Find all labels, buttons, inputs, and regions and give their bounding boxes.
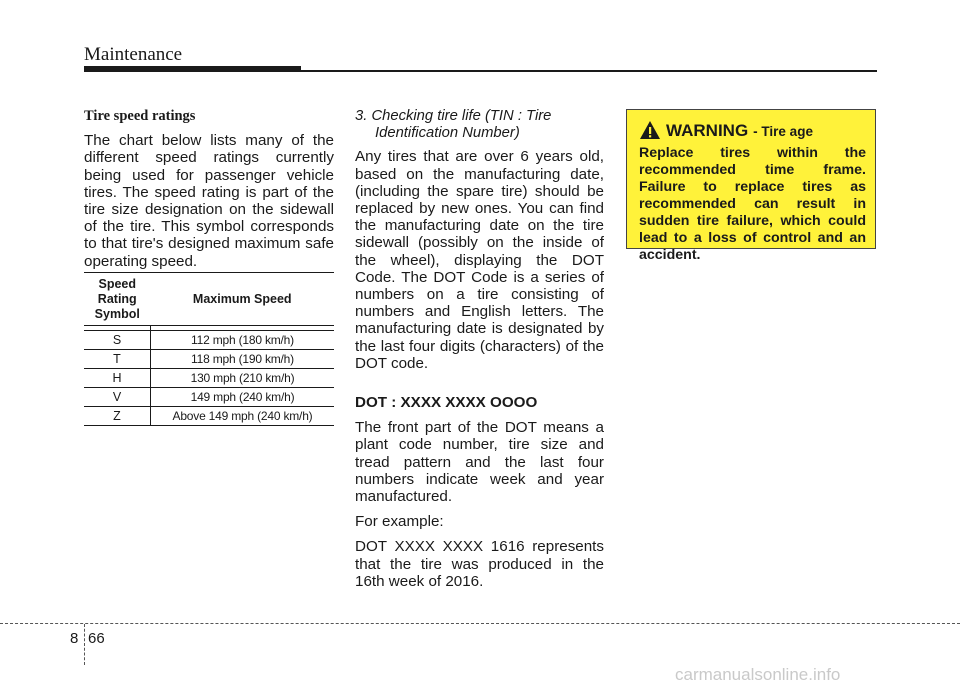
- speed-cell: 118 mph (190 km/h): [151, 350, 335, 369]
- symbol-cell: H: [84, 369, 151, 388]
- table-row: [84, 369, 334, 388]
- symbol-cell: Z: [84, 407, 151, 426]
- page-header-title: Maintenance: [84, 44, 183, 65]
- speed-cell: 112 mph (180 km/h): [151, 331, 335, 350]
- symbol-cell: T: [84, 350, 151, 369]
- speed-cell: 130 mph (210 km/h): [151, 369, 335, 388]
- speed-rating-table: [84, 272, 334, 426]
- table-header-symbol: Speed Rating Symbol: [84, 273, 151, 326]
- tire-life-paragraph: Any tires that are over 6 years old, based on the manufacturing date, (including the spare tire) should be replaced by new ones. You can find the manufacturing date on the tire sidewall (possibly on the inside of the wheel), displaying the DOT Code. The DOT Code is a series of numbers on a tire consisting of numbers and English letters. The manufacturing date is designated by the last four digits (characters) of the DOT code.: [355, 148, 604, 372]
- warning-triangle-icon: [639, 120, 661, 140]
- table-row: [84, 407, 334, 426]
- example-paragraph: DOT XXXX XXXX 1616 represents that the tire was produced in the 16th week of 2016.: [355, 538, 604, 590]
- dot-explanation-paragraph: The front part of the DOT means a plant code number, tire size and tread pattern and the last four numbers indicate week and year manufactured.: [355, 419, 604, 506]
- table-row: [84, 331, 334, 350]
- footer-divider: [0, 623, 960, 624]
- watermark: carmanualsonline.info: [675, 665, 841, 684]
- footer-vertical-divider: [84, 624, 85, 665]
- header-rule-thick: [84, 66, 301, 72]
- warning-subtitle: - Tire age: [753, 124, 813, 139]
- symbol-cell: V: [84, 388, 151, 407]
- symbol-cell: S: [84, 331, 151, 350]
- table-row: [84, 388, 334, 407]
- speed-ratings-column: [84, 108, 334, 270]
- warning-text: Replace tires within the recommended time frame. Failure to replace tires as recommended can result in sudden tire failure, which could lead to a loss of control and an accident.: [639, 145, 866, 263]
- warning-title: WARNING: [666, 121, 749, 140]
- speed-cell: Above 149 mph (240 km/h): [151, 407, 335, 426]
- tire-life-column: [355, 108, 604, 590]
- warning-header: [639, 120, 866, 140]
- tire-life-heading: 3. Checking tire life (TIN : Tire Identification Number): [355, 108, 552, 142]
- dot-code-format: DOT : XXXX XXXX OOOO: [355, 394, 538, 412]
- speed-ratings-intro: The chart below lists many of the different speed ratings currently being used for passenger vehicle tires. The speed rating is part of the tire size designation on the sidewall of the tire. This symbol corresponds to that tire's designed maximum safe operating speed.: [84, 132, 334, 270]
- table-header-max-speed: Maximum Speed: [151, 273, 335, 326]
- speed-ratings-subheading: Tire speed ratings: [84, 108, 196, 124]
- header-rule-thin: [301, 70, 877, 72]
- speed-cell: 149 mph (240 km/h): [151, 388, 335, 407]
- table-row: [84, 350, 334, 369]
- warning-box: [626, 109, 876, 263]
- page-number: 66: [88, 630, 105, 647]
- example-label: For example:: [355, 513, 444, 531]
- chapter-number: 8: [70, 630, 79, 647]
